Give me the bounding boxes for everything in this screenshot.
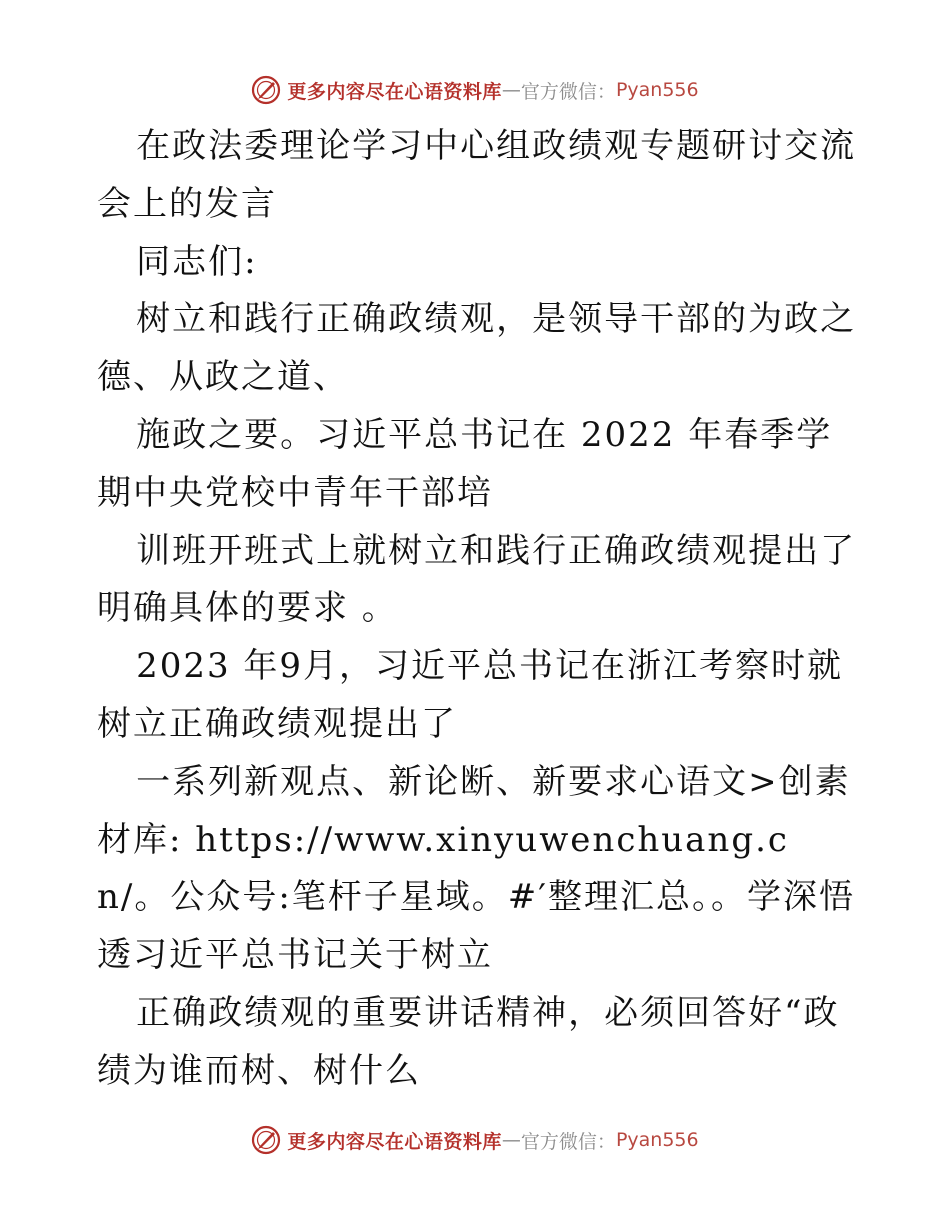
- paragraph: 2023 年9月，习近平总书记在浙江考察时就树立正确政绩观提出了: [97, 646, 844, 744]
- banner-wechat-label: 官方微信：: [520, 80, 616, 103]
- banner-wechat-id: Pyan556: [615, 1129, 699, 1151]
- paragraph: 训班开班式上就树立和践行正确政绩观提出了明确具体的要求 。: [97, 530, 857, 629]
- quill-seal-icon: [251, 1125, 281, 1155]
- banner-wechat-id: Pyan556: [615, 79, 699, 101]
- banner-wechat-label: 官方微信：: [520, 1130, 616, 1153]
- banner-separator: —: [501, 1129, 521, 1151]
- paragraph: 树立和践行正确政绩观，是领导干部的为政之德、从政之道、: [97, 299, 857, 398]
- document-title: 在政法委理论学习中心组政绩观专题研讨交流会上的发言: [97, 126, 857, 224]
- paragraph: 施政之要。习近平总书记在 2022 年春季学期中央党校中青年干部培: [97, 414, 833, 513]
- document-body: [97, 118, 857, 1101]
- footer-banner: [0, 1120, 950, 1160]
- paragraph: 一系列新观点、新论断、新要求心语文>创素材库: https://www.xinyuwenchuang.cn/。公众号:笔杆子星域。#′整理汇总。。学深悟透习近平总书记关于树立: [97, 761, 856, 976]
- banner-main-text: 更多内容尽在心语资料库: [287, 80, 502, 103]
- salutation: 同志们:: [136, 241, 258, 282]
- header-banner: [0, 70, 950, 110]
- quill-seal-icon: [251, 75, 281, 105]
- paragraph: 正确政绩观的重要讲话精神，必须回答好“政绩为谁而树、树什么: [97, 992, 840, 1091]
- banner-separator: —: [501, 79, 521, 101]
- banner-main-text: 更多内容尽在心语资料库: [287, 1130, 502, 1153]
